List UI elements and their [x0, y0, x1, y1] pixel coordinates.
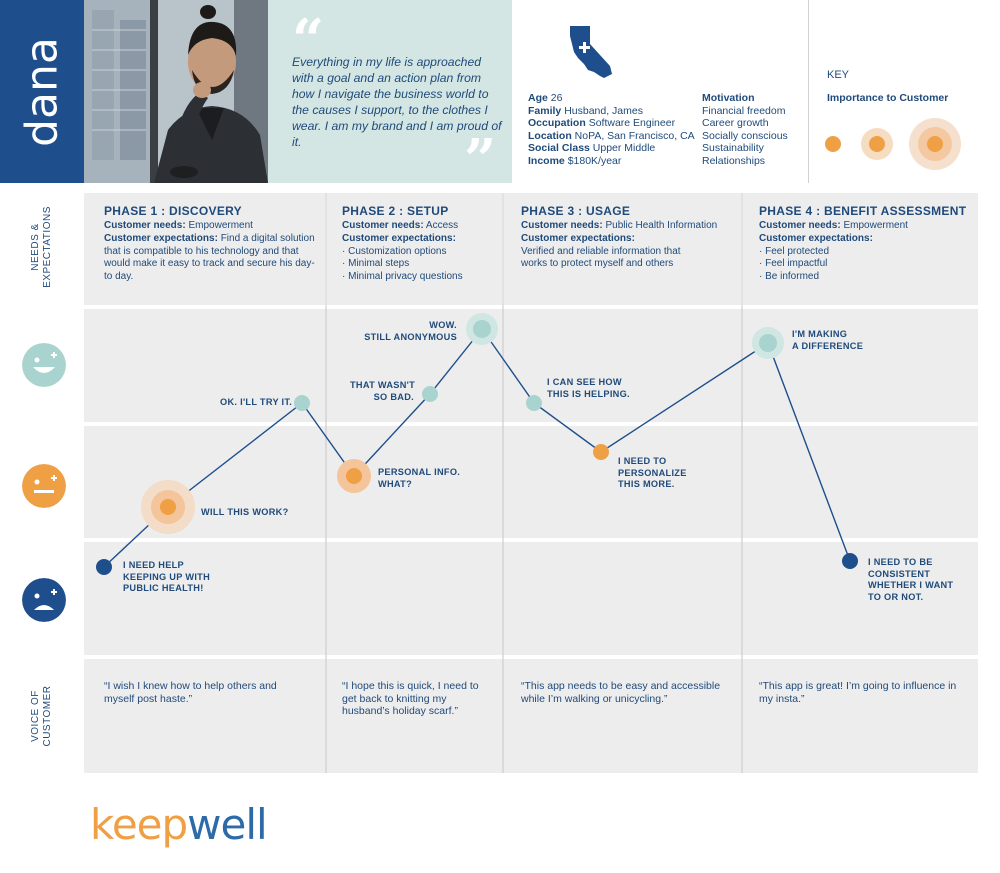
journey-point-1: [96, 559, 112, 575]
journey-label-5: THAT WASN'T SO BAD.: [350, 380, 416, 402]
voice-phase-1: “I wish I knew how to help others and myself post haste.”: [104, 680, 277, 705]
phase-3-expectations: Customer expectations: Verified and reliable information that works to protect myself and others: [521, 233, 681, 270]
phase-2-title: PHASE 2 : SETUP: [342, 204, 449, 218]
journey-line: [104, 329, 850, 567]
keepwell-logo: keepwell: [90, 800, 267, 849]
voice-phase-4: “This app is great! I’m going to influence in my insta.”: [759, 680, 957, 705]
persona-quote: Everything in my life is approached with a goal and an action plan from how I navigate the business world to the causes I support, to the clothes I wear. I am my brand and I am proud of it.: [292, 55, 502, 149]
journey-point-8: [593, 444, 609, 460]
key-subtitle: Importance to Customer: [827, 92, 949, 104]
journey-label-3: OK. I'LL TRY IT.: [220, 397, 293, 407]
motivation-title: Motivation: [702, 92, 755, 104]
motivation-item: Career growth: [702, 117, 769, 130]
motivation-item: Financial freedom: [702, 104, 786, 117]
journey-point-9: [752, 327, 784, 359]
close-quote-icon: ”: [464, 127, 497, 193]
phase-4-needs: Customer needs: Empowerment: [759, 220, 908, 231]
key-title: KEY: [827, 69, 850, 81]
voice-phase-3: “This app needs to be easy and accessible while I’m walking or unicycling.”: [521, 680, 721, 705]
phase-1-needs: Customer needs: Empowerment: [104, 220, 253, 231]
journey-point-4: [337, 459, 371, 493]
persona-name: dana: [16, 37, 68, 147]
motivation-item: Socially conscious: [702, 129, 788, 142]
journey-label-9: I'M MAKING A DIFFERENCE: [792, 329, 864, 351]
detail-family: Family Husband, James: [528, 104, 643, 117]
phase-2-needs: Customer needs: Access: [342, 220, 459, 231]
journey-point-6: [466, 313, 498, 345]
voice-row-label: VOICE OF CUSTOMER: [30, 685, 53, 747]
needs-row-label: NEEDS & EXPECTATIONS: [30, 206, 53, 288]
motivation-item: Sustainability: [702, 142, 764, 155]
phase-1-expectations: Customer expectations: Find a digital solution that is compatible to his technology and that would make it easy to track and secure his day-to day.: [104, 233, 315, 282]
detail-income: Income $180K/year: [528, 155, 622, 167]
open-quote-icon: “: [292, 7, 325, 73]
journey-label-7: I CAN SEE HOW THIS IS HELPING.: [547, 377, 630, 399]
phase-1-title: PHASE 1 : DISCOVERY: [104, 204, 242, 218]
journey-label-4: PERSONAL INFO. WHAT?: [378, 467, 461, 489]
detail-social-class: Social Class Upper Middle: [528, 142, 656, 155]
detail-location: Location NoPA, San Francisco, CA: [528, 129, 695, 142]
journey-point-5: [422, 386, 438, 402]
phase-4-expectations: Customer expectations: · Feel protected · Feel impactful · Be informed: [759, 233, 873, 282]
journey-point-3: [294, 395, 310, 411]
journey-label-1: I NEED HELP KEEPING UP WITH PUBLIC HEALTH!: [123, 560, 211, 593]
journey-point-10: [842, 553, 858, 569]
journey-label-10: I NEED TO BE CONSISTENT WHETHER I WANT TO OR NOT.: [868, 557, 954, 602]
detail-age: Age 26: [528, 92, 563, 104]
journey-label-2: WILL THIS WORK?: [201, 507, 289, 517]
journey-point-2: [141, 480, 195, 534]
phase-3-title: PHASE 3 : USAGE: [521, 204, 631, 218]
voice-phase-2: “I hope this is quick, I need to get back to knitting my husband’s holiday scarf.”: [342, 680, 479, 718]
phase-2-expectations: Customer expectations: · Customization options · Minimal steps · Minimal privacy questions: [342, 233, 463, 282]
journey-label-6: WOW. STILL ANONYMOUS: [364, 320, 457, 342]
phase-3-needs: Customer needs: Public Health Information: [521, 220, 718, 231]
detail-occupation: Occupation Software Engineer: [528, 117, 676, 130]
journey-label-8: I NEED TO PERSONALIZE THIS MORE.: [618, 456, 687, 489]
journey-point-7: [526, 395, 542, 411]
motivation-item: Relationships: [702, 155, 766, 167]
phase-4-title: PHASE 4 : BENEFIT ASSESSMENT: [759, 204, 967, 218]
